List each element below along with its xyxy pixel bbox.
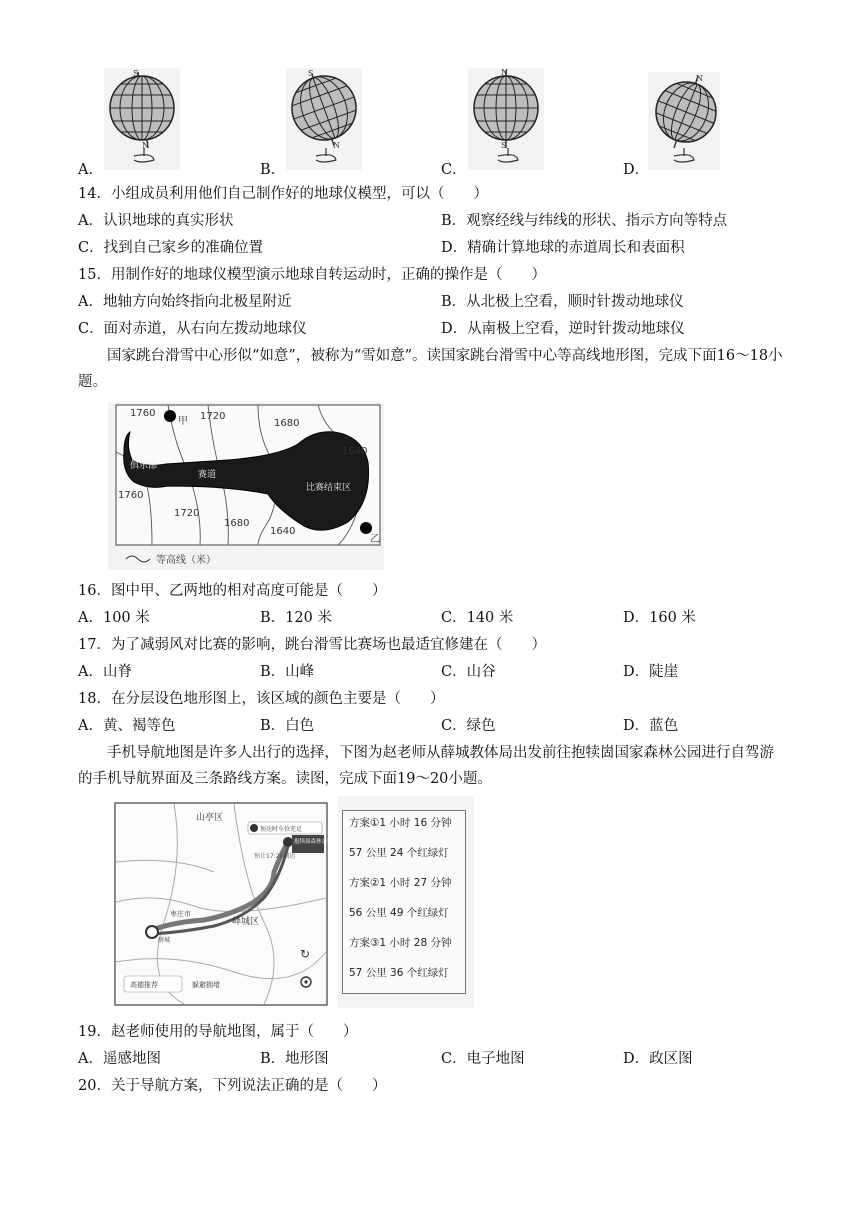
destination-label: 抱犊崮森林公园 [294,839,333,845]
q15-option-c[interactable]: C．面对赤道，从右向左拨动地球仪 [78,321,307,337]
q13-option-a[interactable]: A． [78,162,103,178]
navigation-map [114,802,333,1006]
q15-option-a[interactable]: A．地轴方向始终指向北极星附近 [78,294,292,310]
refresh-icon: ↻ [300,947,311,961]
q16-option-d[interactable]: D．160 米 [623,610,696,626]
route-plan-line: 方案③1 小时 28 分钟 [349,937,452,949]
q16-option-c[interactable]: C．140 米 [441,610,514,626]
district-yicheng: 峄城区 [232,917,260,927]
place-yi: 乙 [370,534,380,545]
route-plans-panel [338,796,474,1008]
q13-option-b[interactable]: B． [260,162,286,178]
q14-option-b[interactable]: B．观察经线与纬线的形状、指示方向等特点 [441,213,728,229]
q16-option-b[interactable]: B．120 米 [260,610,332,626]
q19-stem: 19．赵老师使用的导航地图，属于（ ） [78,1024,358,1040]
q14-option-c[interactable]: C．找到自己家乡的准确位置 [78,240,264,256]
contour-label: 1760 [130,408,156,419]
q20-stem: 20．关于导航方案，下列说法正确的是（ ） [78,1078,387,1094]
q14-option-d[interactable]: D．精确计算地球的赤道周长和表面积 [441,240,685,256]
q18-stem: 18．在分层设色地形图上，该区域的颜色主要是（ ） [78,691,445,707]
q16-stem: 16．图中甲、乙两地的相对高度可能是（ ） [78,583,387,599]
q15-option-d[interactable]: D．从南极上空看，逆时针拨动地球仪 [441,321,685,337]
q17-stem: 17．为了减弱风对比赛的影响，跳台滑雪比赛场也最适宜修建在（ ） [78,637,546,653]
globe-label-s: S [501,141,507,150]
parking-note: 预达时车位充足 [260,826,303,833]
contour-label: 1720 [174,508,200,519]
route-plan-line: 方案②1 小时 27 分钟 [349,877,452,889]
route-plan-line: 方案①1 小时 16 分钟 [349,817,452,829]
globe-label-n: N [501,68,508,77]
intro-16-18: 国家跳台滑雪中心形似“如意”，被称为“雪如意”。读国家跳台滑雪中心等高线地形图，完成下面16～18小题。 [78,348,783,390]
intro-19-20: 手机导航地图是许多人出行的选择，下图为赵老师从薛城教体局出发前往抱犊崮国家森林公园进行自驾游的手机导航界面及三条路线方案。读图，完成下面19～20小题。 [78,745,774,787]
q18-option-a[interactable]: A．黄、褐等色 [78,718,176,734]
route-plan-line: 56 公里 49 个红绿灯 [349,907,449,919]
q18-option-c[interactable]: C．绿色 [441,718,496,734]
globe-label-s: S [133,69,139,78]
contour-label: 1680 [274,418,300,429]
q18-option-b[interactable]: B．白色 [260,718,315,734]
district-shanting: 山亭区 [196,813,224,823]
q17-option-b[interactable]: B．山峰 [260,664,315,680]
globe-label-n: N [696,74,703,83]
globe-label-n: N [142,141,149,150]
q19-option-c[interactable]: C．电子地图 [441,1051,525,1067]
q17-option-c[interactable]: C．山谷 [441,664,496,680]
q15-option-b[interactable]: B．从北极上空看，顺时针拨动地球仪 [441,294,684,310]
q19-option-d[interactable]: D．政区图 [623,1051,693,1067]
globe-figure-b [286,68,362,170]
zone-ramp: 赛道 [198,470,217,480]
globe-label-s: S [308,69,314,78]
q19-option-b[interactable]: B．地形图 [260,1051,329,1067]
globe-figure-d [648,72,720,170]
contour-label: 1640 [342,446,368,457]
q19-option-a[interactable]: A．遥感地图 [78,1051,161,1067]
q18-option-d[interactable]: D．蓝色 [623,718,679,734]
globe-figure-c [468,68,544,170]
contour-label: 1680 [224,518,250,529]
route-plan-line: 57 公里 24 个红绿灯 [349,847,449,859]
contour-label: 1640 [270,526,296,537]
q13-option-c[interactable]: C． [441,162,467,178]
q17-option-d[interactable]: D．陡崖 [623,664,679,680]
avoid-traffic-tab: 躲避拥堵 [192,981,220,989]
contour-legend: 等高线（米） [156,555,216,566]
zone-finish: 比赛结束区 [306,483,352,493]
contour-label: 1720 [200,411,226,422]
q17-option-a[interactable]: A．山脊 [78,664,132,680]
route-city-label: 枣庄市 [170,910,191,918]
q16-option-a[interactable]: A．100 米 [78,610,150,626]
origin-label: 薛城 [158,937,171,944]
contour-map [108,402,384,570]
place-jia: 甲 [178,416,188,427]
zone-club: 俱乐部 [130,461,158,471]
contour-label: 1760 [118,490,144,501]
q15-stem: 15．用制作好的地球仪模型演示地球自转运动时，正确的操作是（ ） [78,267,546,283]
globe-figure-a [104,68,180,170]
eta-label: 预计17:28到达 [254,853,296,860]
q13-option-d[interactable]: D． [623,162,650,178]
route-plan-line: 57 公里 36 个红绿灯 [349,967,449,979]
q14-option-a[interactable]: A．认识地球的真实形状 [78,213,234,229]
recommend-tab: 高德推荐 [130,981,158,989]
q14-stem: 14．小组成员利用他们自己制作好的地球仪模型，可以（ ） [78,186,488,202]
globe-label-n: N [333,141,340,150]
